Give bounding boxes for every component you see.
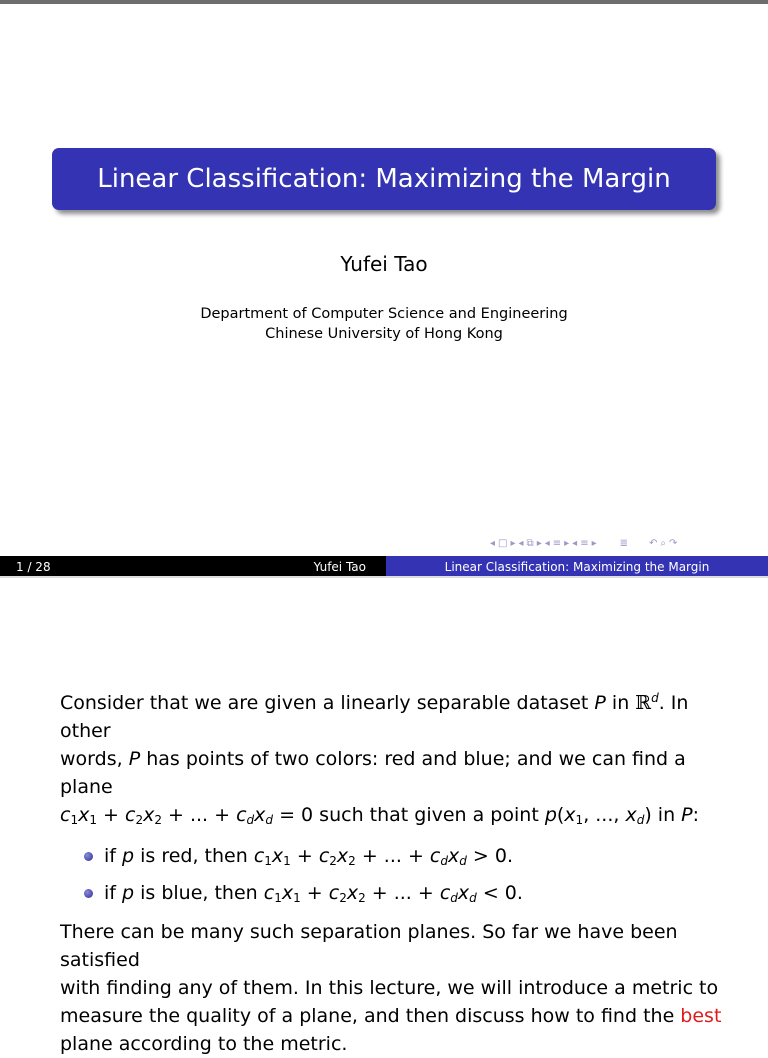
nav-frame-icon[interactable]: □: [498, 537, 509, 549]
bullet-icon: [84, 889, 93, 898]
nav-subsection-icon[interactable]: ⧉: [526, 537, 535, 549]
condition-list: [60, 838, 740, 912]
text-run: is red, then: [134, 845, 254, 867]
footer-page-number: 1 / 28: [16, 560, 51, 574]
nav-right-arrow-icon[interactable]: ▸: [510, 537, 517, 549]
slide-body: [60, 684, 740, 1058]
text-run: with finding any of them. In this lecture, we will introduce a metric to: [60, 977, 719, 999]
text-run: plane according to the metric.: [60, 1033, 348, 1055]
text-run: has points of two colors: red and blue; and we can find a plane: [60, 748, 686, 798]
text-run: such that given a point: [313, 804, 545, 826]
nav-left-arrow-icon[interactable]: ◂: [490, 537, 497, 549]
nav-left-arrow-icon[interactable]: ◂: [544, 537, 551, 549]
text-run: words,: [60, 748, 129, 770]
paragraph-2: [60, 918, 740, 1058]
text-run: There can be many such separation planes. So far we have been satisfied: [60, 921, 678, 971]
nav-redo-icon[interactable]: ↷: [669, 537, 679, 549]
institution-line-1: Department of Computer Science and Engineering: [200, 306, 568, 322]
footer-left: [0, 556, 386, 578]
nav-right-arrow-icon[interactable]: ▸: [536, 537, 543, 549]
nav-menu-icon[interactable]: ≣: [619, 537, 630, 549]
beamer-navigation: [490, 536, 762, 550]
nav-section-icon[interactable]: ≡: [552, 537, 563, 549]
text-run: is blue, then: [134, 882, 264, 904]
text-run: Consider that we are given a linearly separable dataset: [60, 692, 595, 714]
title-box: [52, 148, 716, 210]
nav-left-arrow-icon[interactable]: ◂: [572, 537, 579, 549]
title-slide: [0, 4, 768, 578]
bullet-icon: [84, 852, 93, 861]
text-run: in: [651, 804, 682, 826]
nav-right-arrow-icon[interactable]: ▸: [564, 537, 571, 549]
nav-right-arrow-icon[interactable]: ▸: [591, 537, 598, 549]
institution: [0, 304, 768, 344]
list-item: if p is red, then $c_1x_1 + c_2x_2$ + ... + cdxd > 0.: [60, 838, 740, 875]
footer-author: Yufei Tao: [313, 560, 366, 574]
list-item: if p is blue, then $c_1x_1 + c_2x_2$ + ... + cdxd < 0.: [60, 875, 740, 912]
slide-title: Linear Classification: Maximizing the Margin: [97, 164, 671, 194]
author-name: Yufei Tao: [340, 252, 428, 276]
nav-section-icon[interactable]: ≡: [580, 537, 590, 549]
text-run: . In other: [60, 692, 689, 742]
content-slide: [0, 578, 768, 1055]
highlight-best: best: [680, 1005, 722, 1027]
slide-footer: [0, 556, 768, 578]
paragraph-1: Consider that we are given a linearly separable dataset P in ℝ$^d$. In other words, P has points of two colors: red and blue; and we can find a plane $c_1x_1 + c_2x_2$ + ... + cdxd = 0 such that given a point $p(x_1$, ..., xd) in P:: [60, 691, 700, 827]
text-run: if: [104, 882, 123, 904]
nav-search-icon[interactable]: ⌕: [660, 537, 668, 549]
institution-line-2: Chinese University of Hong Kong: [265, 326, 503, 342]
nav-undo-icon[interactable]: ↶: [649, 537, 659, 549]
nav-left-arrow-icon[interactable]: ◂: [518, 537, 525, 549]
text-run: measure the quality of a plane, and then discuss how to find the: [60, 1005, 681, 1027]
footer-title: Linear Classification: Maximizing the Margin: [386, 556, 768, 578]
text-run: in: [605, 692, 636, 714]
text-run: if: [104, 845, 123, 867]
